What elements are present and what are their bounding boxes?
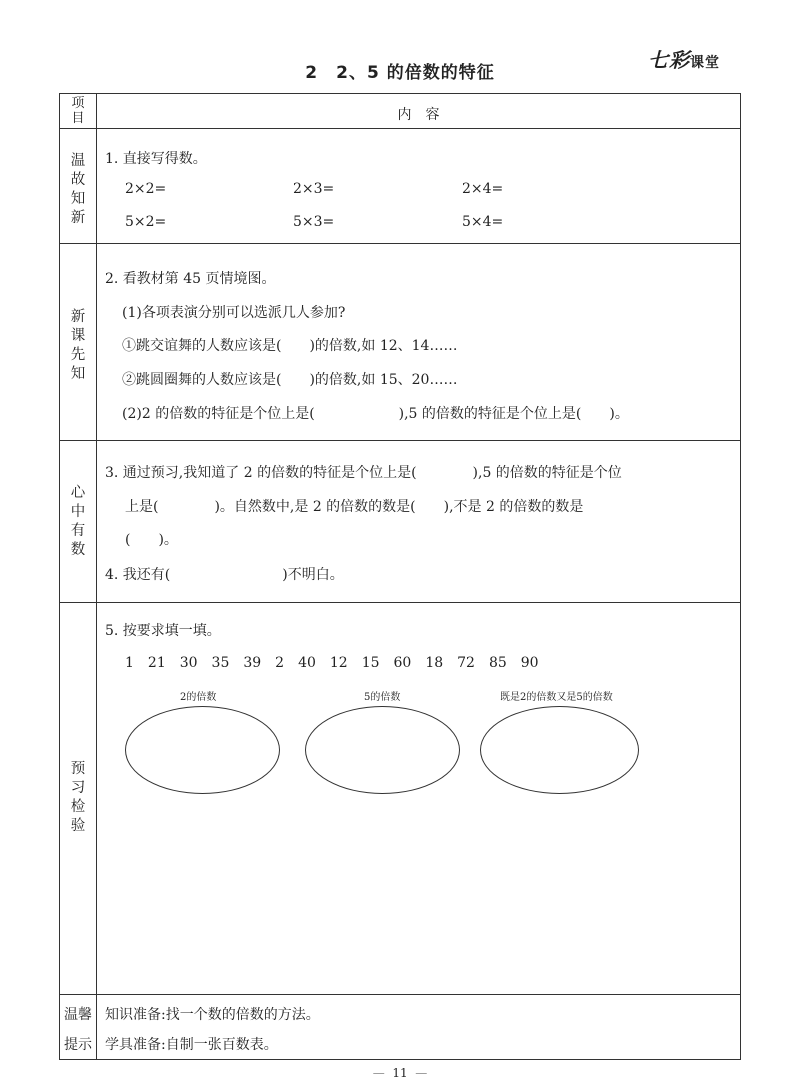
row-divider bbox=[60, 440, 740, 441]
content-head: 内 容 bbox=[397, 107, 440, 123]
header-divider bbox=[60, 128, 740, 129]
section-label: 心中有数 bbox=[70, 485, 86, 558]
set-ellipse-multiples-of-2 bbox=[125, 706, 280, 794]
question-5: 5. 按要求填一填。 bbox=[105, 623, 221, 639]
question-2a2: ②跳圆圈舞的人数应该是( )的倍数,如 15、20…… bbox=[122, 372, 458, 388]
set-label: 既是2的倍数又是5的倍数 bbox=[500, 692, 613, 703]
question-2a1: ①跳交谊舞的人数应该是( )的倍数,如 12、14…… bbox=[122, 338, 458, 354]
section-label: 温故知新 bbox=[70, 153, 86, 226]
question-1: 1. 直接写得数。 bbox=[105, 151, 207, 167]
row-divider bbox=[60, 243, 740, 244]
worksheet-table bbox=[59, 93, 741, 1060]
row-divider bbox=[60, 994, 740, 995]
page-number: — 11 — bbox=[372, 1066, 428, 1080]
expr: 2×4= bbox=[462, 181, 504, 197]
tip-label-bottom: 提示 bbox=[64, 1037, 92, 1053]
page-title: 2 2、5 的倍数的特征 bbox=[305, 63, 495, 83]
question-2: 2. 看教材第 45 页情境图。 bbox=[105, 271, 276, 287]
expr: 2×2= bbox=[125, 181, 167, 197]
expr: 5×2= bbox=[125, 214, 167, 230]
expr: 2×3= bbox=[293, 181, 335, 197]
set-ellipse-multiples-of-both bbox=[480, 706, 639, 794]
row-divider bbox=[60, 602, 740, 603]
column-divider bbox=[96, 94, 97, 1059]
tip-2: 学具准备:自制一张百数表。 bbox=[105, 1037, 278, 1053]
expr: 5×4= bbox=[462, 214, 504, 230]
question-4: 4. 我还有( )不明白。 bbox=[105, 567, 344, 583]
question-3-line3: ( )。 bbox=[125, 532, 178, 548]
question-2b: (2)2 的倍数的特征是个位上是( ),5 的倍数的特征是个位上是( )。 bbox=[122, 406, 629, 422]
set-label: 5的倍数 bbox=[364, 692, 401, 703]
question-2a: (1)各项表演分别可以选派几人参加? bbox=[122, 305, 346, 321]
number-list: 1 21 30 35 39 2 40 12 15 60 18 72 85 90 bbox=[125, 655, 539, 671]
section-label: 预习检验 bbox=[70, 761, 86, 834]
tip-label-top: 温馨 bbox=[64, 1007, 92, 1023]
question-3-line2: 上是( )。自然数中,是 2 的倍数的数是( ),不是 2 的倍数的数是 bbox=[125, 499, 584, 515]
section-label: 新课先知 bbox=[70, 309, 86, 382]
column-head-label: 项目 bbox=[71, 96, 85, 126]
set-ellipse-multiples-of-5 bbox=[305, 706, 460, 794]
question-3-line1: 3. 通过预习,我知道了 2 的倍数的特征是个位上是( ),5 的倍数的特征是个位 bbox=[105, 465, 622, 481]
expr: 5×3= bbox=[293, 214, 335, 230]
tip-1: 知识准备:找一个数的倍数的方法。 bbox=[105, 1007, 320, 1023]
set-label: 2的倍数 bbox=[180, 692, 217, 703]
brand-logo: 七彩课堂 bbox=[648, 48, 720, 72]
